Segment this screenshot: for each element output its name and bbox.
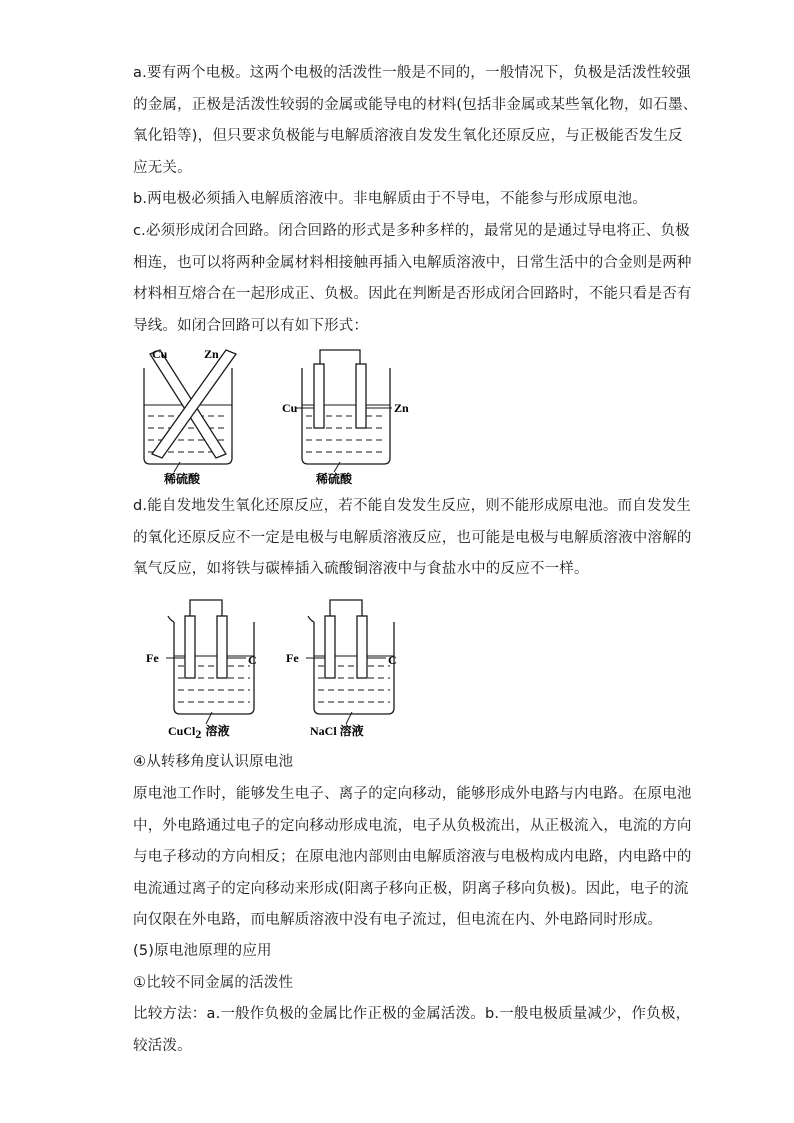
paragraph-line: 比较方法：a.一般作负极的金属比作正极的金属活泼。b.一般电极质量减少，作负极， [133,1006,691,1022]
electrolyte-caption: 稀硫酸 [316,472,353,486]
electrode-label: Cu [152,347,168,361]
section-heading [133,747,673,779]
paragraph-line: 相连，也可以将两种金属材料相接触再插入电解质溶液中，日常生活中的合金则是两种 [133,254,692,271]
paragraph-electron-transfer [133,779,692,937]
paragraph-line: 向仅限在外电路，而电解质溶液中没有电子流过，但电流在内、外电路同时形成。 [133,912,663,928]
paragraph-line: 电流通过离子的定向移动来形成(阳离子移向正极，阴离子移向负极)。因此，电子的流 [133,880,689,897]
beaker-cucl2 [166,600,254,724]
paragraph-line: 氧化铅等)，但只要求负极能与电解质溶液自发发生氧化还原反应，与正极能否发生反 [133,128,683,144]
paragraph-line: b.两电极必须插入电解质溶液中。非电解质由于不导电，不能参与形成原电池。 [133,191,648,207]
beaker-crossed-electrodes [144,350,236,472]
caption-tail: 溶液 [201,724,230,738]
electrode-label: Zn [204,347,219,361]
paragraph-line: 导线。如闭合回路可以有如下形式： [133,317,369,334]
electrolyte-caption [168,723,230,741]
subheading-line: ①比较不同金属的活泼性 [133,974,294,991]
heading-line: ④从转移角度认识原电池 [133,754,294,770]
paragraph-line: 的金属，正极是活泼性较弱的金属或能导电的材料(包括非金属或某些氧化物，如石墨、 [133,96,698,113]
paragraph-a [133,58,698,184]
electrode-label: C [248,653,257,667]
electrode-label: Fe [286,651,299,665]
paragraph-d [133,491,692,586]
caption-subscript: 2 [195,727,202,741]
closed-circuit-figure [130,342,430,488]
paragraph-line: d.能自发地发生氧化还原反应，若不能自发发生反应，则不能形成原电池。而自发发生 [133,498,692,514]
paragraph-line: 与电子移动的方向相反；在原电池内部则由电解质溶液与电极构成内电路，内电路中的 [133,849,692,865]
electrode-label: Cu [282,401,298,415]
electrode-label: Fe [146,651,159,665]
electrolyte-caption: NaCl 溶液 [310,724,364,738]
section-heading [133,936,673,999]
paragraph-comparison-method [133,999,691,1062]
electrode-label: C [388,653,397,667]
fe-c-electrolyte-figure [142,592,412,742]
caption-formula: CuCl [168,724,196,738]
beaker-nacl [306,600,394,724]
paragraph-line: 材料相互熔合在一起形成正、负极。因此在判断是否形成闭合回路时，不能只看是否有 [133,286,692,302]
paragraph-line: 应无关。 [133,159,192,176]
paragraph-line: a.要有两个电极。这两个电极的活泼性一般是不同的，一般情况下，负极是活泼性较强 [133,65,691,81]
paragraph-line: 中，外电路通过电子的定向移动形成电流，电子从负极流出，从正极流入，电流的方向 [133,817,692,834]
paragraph-line: c.必须形成闭合回路。闭合回路的形式是多种多样的，最常见的是通过导电将正、负极 [133,223,690,239]
paragraph-line: 的氧化还原反应不一定是电极与电解质溶液反应，也可能是电极与电解质溶液中溶解的 [133,529,692,546]
paragraph-c [133,216,692,342]
heading-line: (5)原电池原理的应用 [133,943,272,959]
paragraph-b [133,184,673,216]
paragraph-line: 氧气反应，如将铁与碳棒插入硫酸铜溶液中与食盐水中的反应不一样。 [133,561,589,577]
paragraph-line: 原电池工作时，能够发生电子、离子的定向移动，能够形成外电路与内电路。在原电池 [133,786,692,802]
paragraph-line: 较活泼。 [133,1037,192,1054]
electrolyte-caption: 稀硫酸 [164,472,201,486]
electrode-label: Zn [394,401,409,415]
beaker-wired-electrodes [296,350,392,472]
